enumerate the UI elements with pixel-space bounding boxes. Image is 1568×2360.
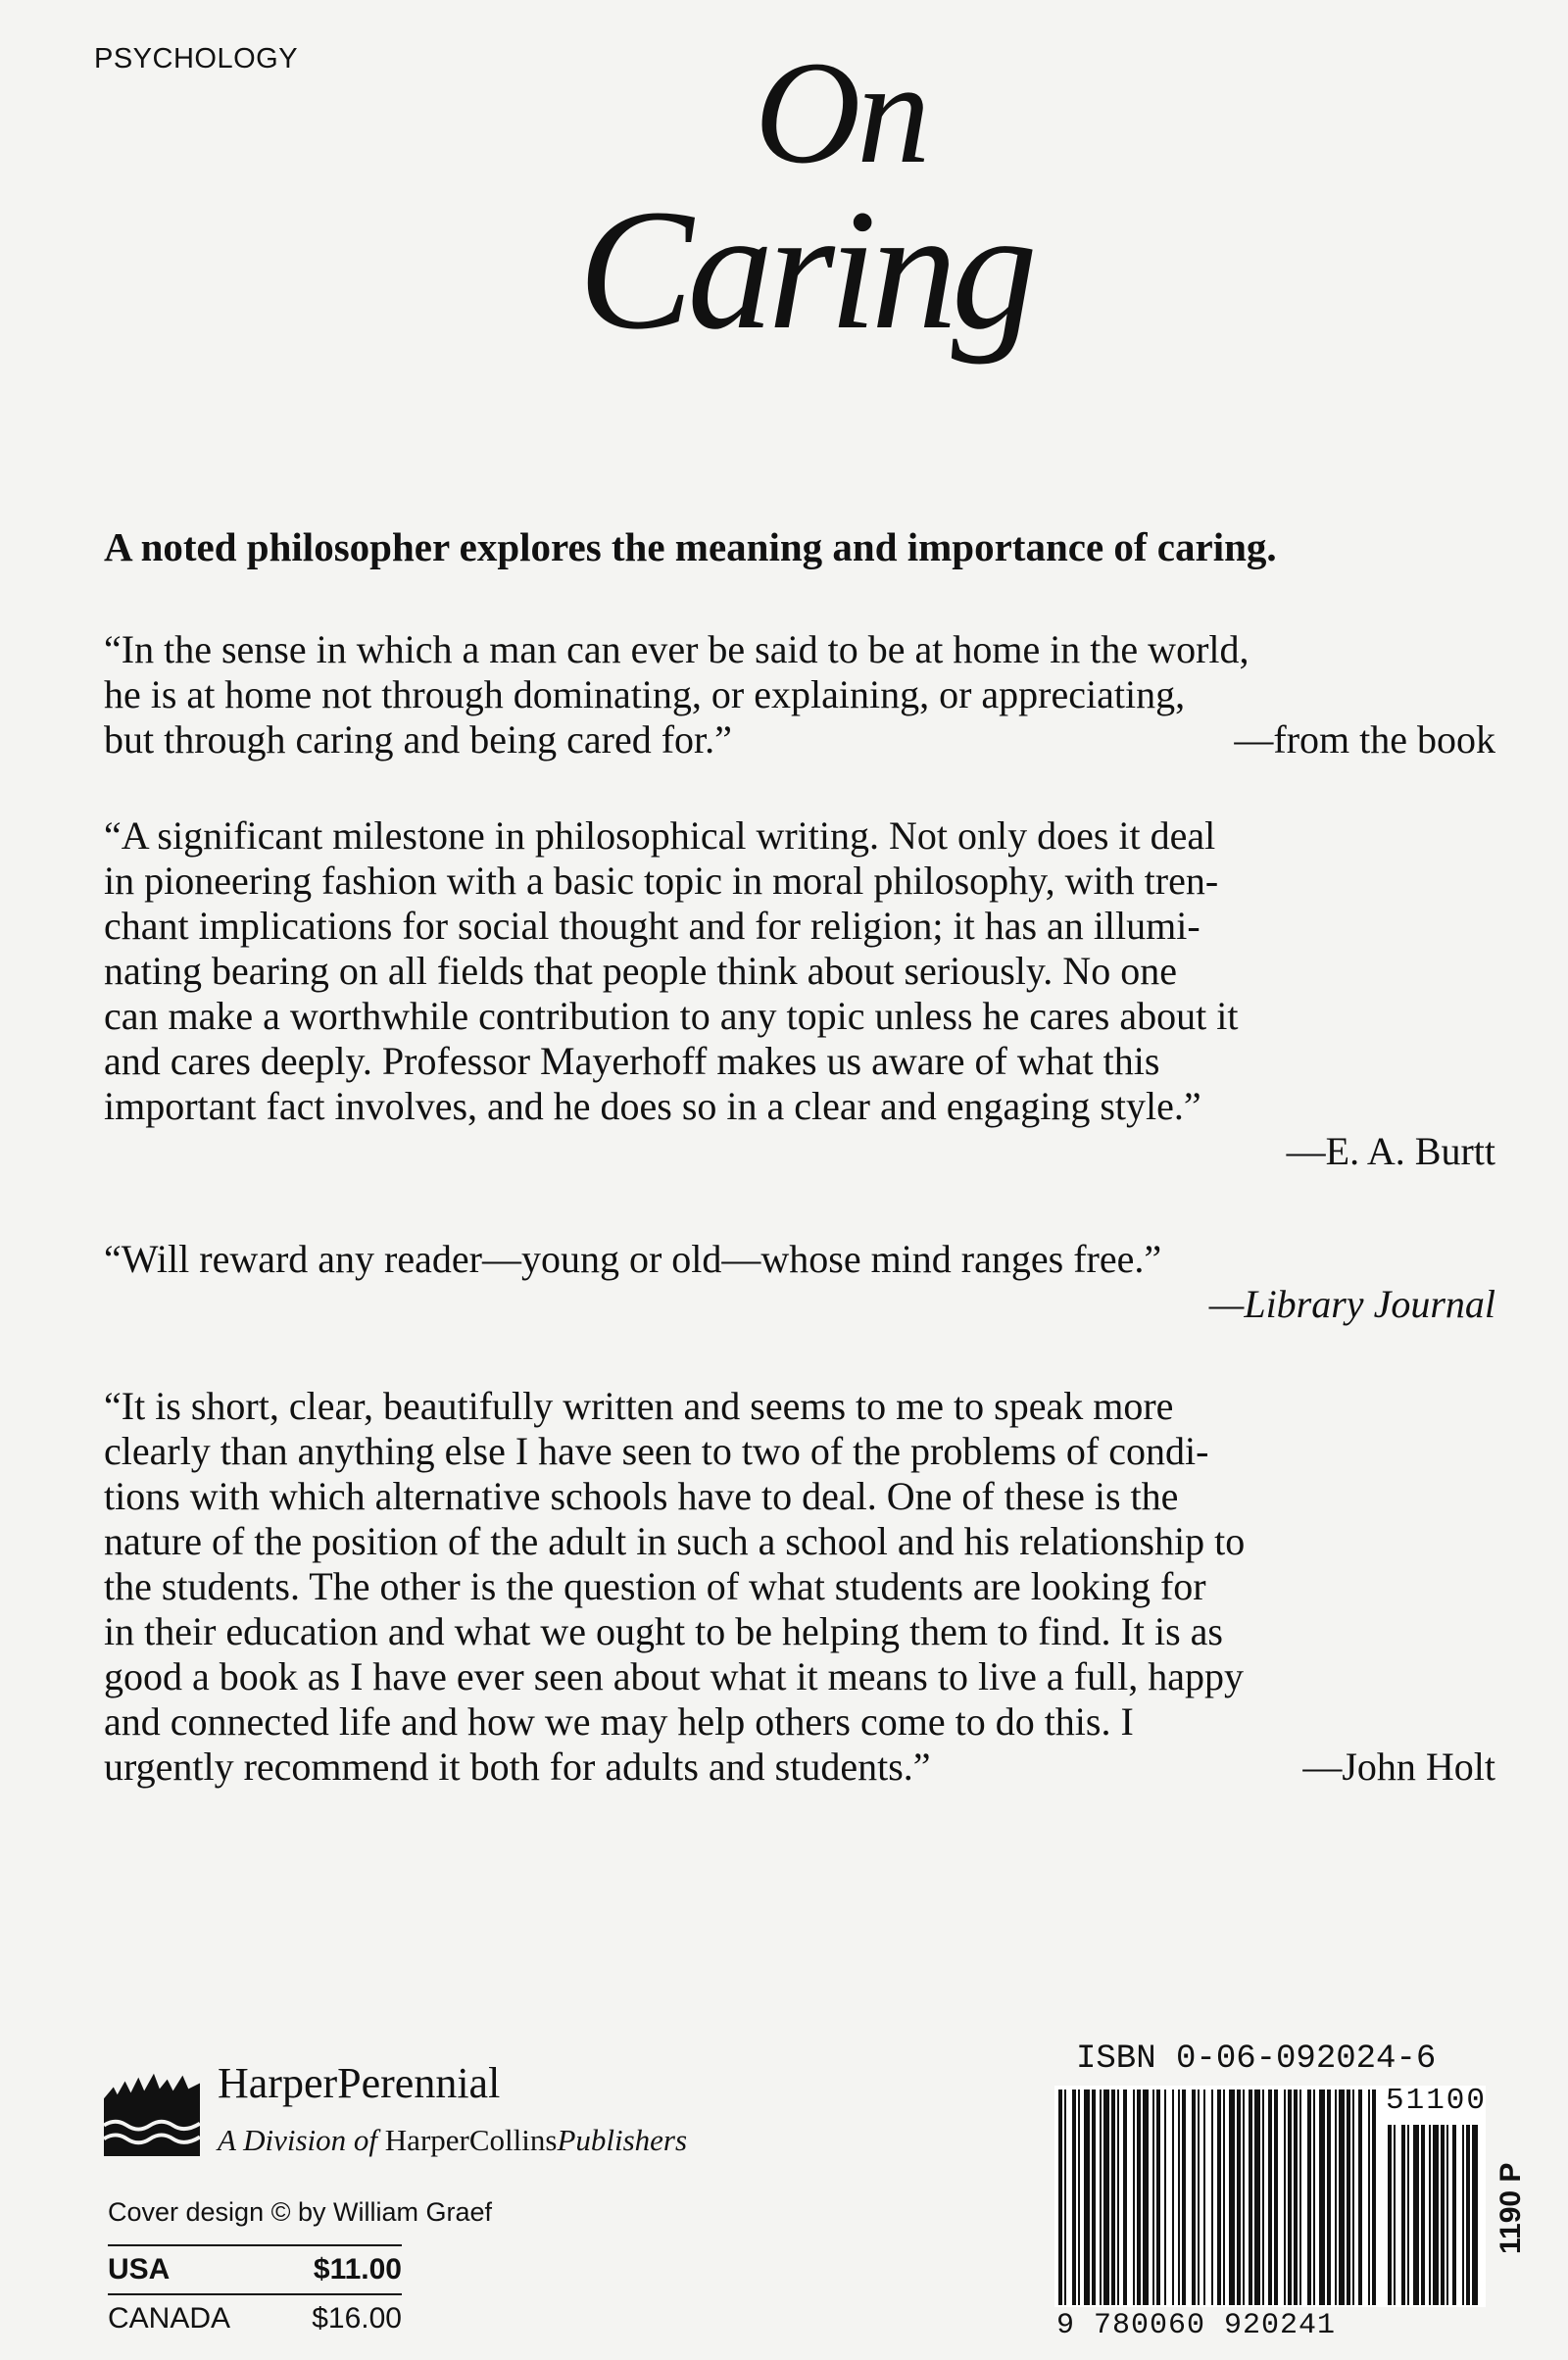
quote-line: tions with which alternative schools have to deal. One of these is the: [104, 1474, 1179, 1518]
quote-line: “A significant milestone in philosophical writing. Not only does it deal: [104, 813, 1216, 858]
quote-line-text: but through caring and being cared for.”: [104, 717, 732, 762]
price-amount: $16.00: [312, 2302, 402, 2335]
quote-line: in their education and what we ought to be helping them to find. It is as: [104, 1609, 1223, 1653]
barcode: [1054, 2086, 1486, 2307]
price-row-usa: [108, 2244, 402, 2295]
division-name: HarperCollins: [384, 2123, 558, 2157]
product-code: 1190 P: [1494, 2162, 1527, 2254]
quote-line: and connected life and how we may help others come to do this. I: [104, 1699, 1134, 1744]
quote-attribution: —Library Journal: [1208, 1282, 1495, 1326]
quote-line-text: urgently recommend it both for adults and students.”: [104, 1745, 931, 1789]
price-amount: $11.00: [313, 2253, 402, 2286]
quote-line: nating bearing on all fields that people think about seriously. No one: [104, 949, 1177, 993]
isbn-label: ISBN 0-06-092024-6: [1076, 2040, 1437, 2078]
quote-line: good a book as I have ever seen about what it means to live a full, happy: [104, 1654, 1244, 1698]
cover-design-credit: Cover design © by William Graef: [108, 2197, 493, 2227]
publisher-imprint: HarperPerennial: [218, 2059, 501, 2107]
barcode-addon-digits: 51100: [1386, 2084, 1488, 2118]
quote-line: “Will reward any reader—young or old—whose mind ranges free.”: [104, 1237, 1162, 1281]
quote-2: [104, 813, 1495, 1174]
quote-line: “In the sense in which a man can ever be said to be at home in the world,: [104, 627, 1250, 671]
quote-line: [104, 717, 1495, 762]
barcode-bars-icon: [1054, 2086, 1486, 2307]
price-table: [108, 2244, 402, 2342]
harper-fire-water-logo-icon: [104, 2060, 200, 2156]
publisher-division: [218, 2123, 687, 2158]
quote-attribution: —John Holt: [1302, 1745, 1495, 1789]
quote-line: “It is short, clear, beautifully written and seems to me to speak more: [104, 1384, 1174, 1428]
price-country: CANADA: [108, 2302, 231, 2335]
title-line-on: On: [755, 31, 927, 194]
quote-3: [104, 1237, 1495, 1327]
price-country: USA: [108, 2253, 171, 2286]
barcode-main-digits: 9 780060 920241: [1056, 2309, 1337, 2342]
title-line-caring: Caring: [578, 174, 1032, 366]
quote-line: important fact involves, and he does so in a clear and engaging style.”: [104, 1084, 1201, 1128]
division-suffix: Publishers: [557, 2123, 688, 2157]
price-row-canada: [108, 2295, 402, 2342]
quote-line: the students. The other is the question of what students are looking for: [104, 1564, 1206, 1608]
quote-4: [104, 1384, 1495, 1790]
quote-line: [104, 1745, 1495, 1790]
quote-line: clearly than anything else I have seen to two of the problems of condi-: [104, 1429, 1209, 1473]
quote-attribution: —from the book: [1234, 717, 1495, 762]
division-prefix: A Division of: [218, 2123, 378, 2157]
quote-1: [104, 627, 1495, 762]
quote-line: and cares deeply. Professor Mayerhoff makes us aware of what this: [104, 1039, 1160, 1083]
quote-line: can make a worthwhile contribution to any topic unless he cares about it: [104, 994, 1239, 1038]
quote-line: chant implications for social thought and for religion; it has an illumi-: [104, 904, 1200, 948]
quote-line: in pioneering fashion with a basic topic in moral philosophy, with tren-: [104, 859, 1219, 903]
quote-line: he is at home not through dominating, or explaining, or appreciating,: [104, 672, 1186, 716]
category-label: PSYCHOLOGY: [94, 43, 299, 74]
quote-attribution: —E. A. Burtt: [1286, 1129, 1495, 1173]
tagline: A noted philosopher explores the meaning and importance of caring.: [104, 524, 1277, 569]
quote-line: nature of the position of the adult in such a school and his relationship to: [104, 1519, 1246, 1563]
